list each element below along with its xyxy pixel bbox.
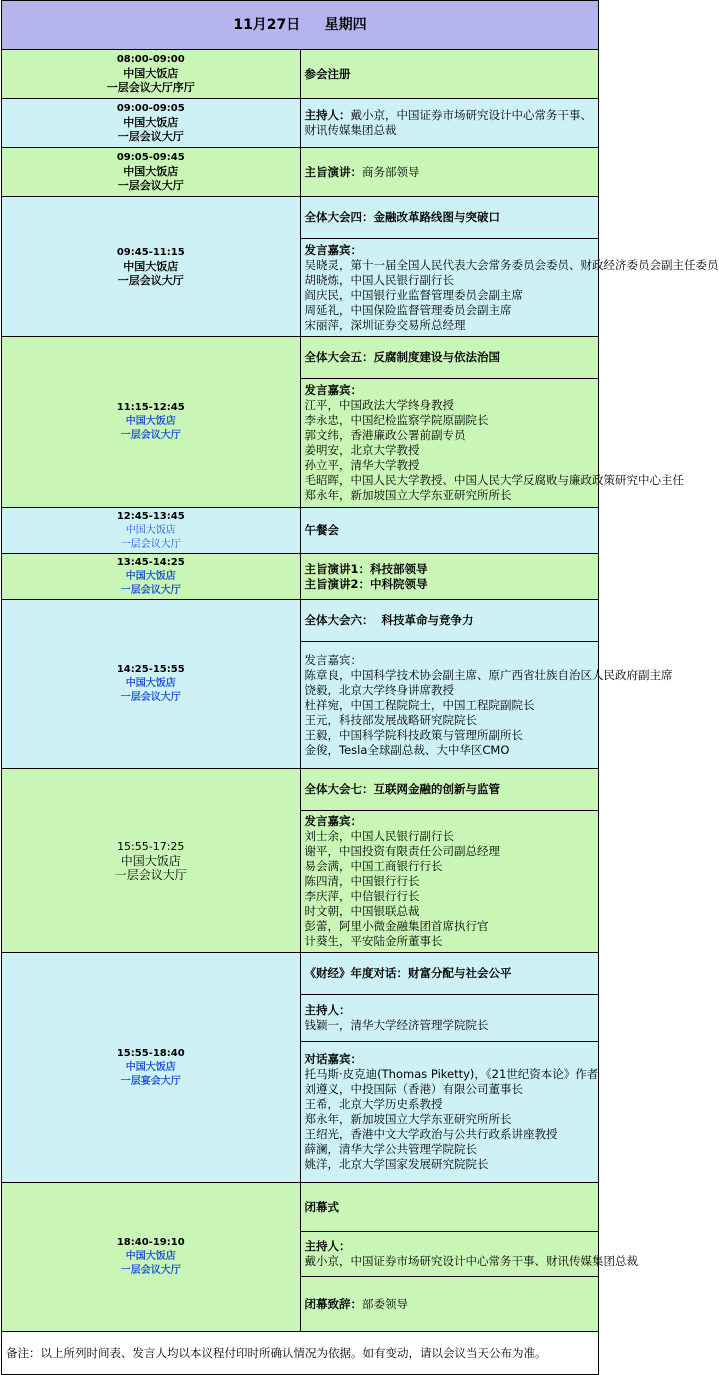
time-cell (2, 1183, 301, 1332)
venue-room: 一层会议大厅 (120, 430, 181, 441)
speaker: 金俊，Tesla全球副总裁、大中华区CMO (304, 742, 510, 757)
speaker: 王毅，中国科学院科技政策与管理所副所长 (304, 727, 523, 742)
venue-name: 中国大饭店 (125, 678, 176, 689)
speaker: 托马斯·皮克迪(Thomas Piketty)，《21世纪资本论》作者 (304, 1067, 599, 1081)
time-cell (2, 554, 301, 600)
speaker: 刘遵义，中投国际（香港）有限公司董事长 (304, 1082, 523, 1096)
session-title-text: 全体大会六： 科技革命与竞争力 (304, 613, 474, 627)
time-cell (2, 600, 301, 769)
session-cell (300, 508, 599, 554)
time-cell (2, 99, 301, 148)
venue-name: 中国大饭店 (120, 853, 181, 868)
speaker: 胡晓炼，中国人民银行副行长 (304, 272, 454, 287)
speaker: 李庆萍，中信银行行长 (304, 889, 420, 903)
venue-room: 一层会议大厅序厅 (106, 81, 195, 94)
speaker: 郑永年，新加坡国立大学东亚研究所所长 (304, 488, 512, 502)
venue-name: 中国大饭店 (123, 116, 179, 129)
speakers-label: 对话嘉宾： (304, 1052, 362, 1066)
speaker: 谢平，中国投资有限责任公司副总经理 (304, 844, 500, 858)
host-name: 钱颖一，清华大学经济管理学院院长 (304, 1018, 489, 1032)
speaker: 阎庆民，中国银行业监督管理委员会副主席 (304, 287, 523, 302)
speakers-label: 发言嘉宾： (304, 814, 362, 828)
agenda-header (2, 1, 599, 50)
session-title (300, 953, 599, 995)
session-cell (300, 50, 599, 99)
speaker: 姚洋，北京大学国家发展研究院院长 (304, 1157, 489, 1171)
time-range: 12:45-13:45 (116, 510, 185, 522)
time-cell (2, 148, 301, 197)
time-cell (2, 337, 301, 508)
time-cell (2, 769, 301, 953)
venue-name: 中国大饭店 (123, 259, 179, 273)
host-label: 主持人： (304, 108, 351, 122)
session-cell (300, 148, 599, 197)
keynote-label: 主旨演讲： (304, 164, 362, 179)
venue-name: 中国大饭店 (125, 570, 176, 582)
footnote (2, 1332, 599, 1375)
venue-room: 一层会议大厅 (117, 273, 184, 287)
speaker: 陈四清，中国银行行长 (304, 874, 420, 888)
time-range: 15:55-17:25 (117, 839, 185, 853)
closing-label: 闭幕致辞： (304, 1296, 362, 1311)
header-weekday: 星期四 (324, 16, 367, 33)
session-title (300, 337, 599, 379)
speaker: 杜祥宛，中国工程院院士，中国工程院副院长 (304, 697, 535, 712)
time-range: 11:15-12:45 (116, 402, 185, 413)
keynote-line: 主旨演讲2：中科院领导 (304, 576, 428, 591)
venue-name: 中国大饭店 (125, 416, 176, 427)
session-title (300, 1183, 599, 1232)
closing-speaker: 部委领导 (362, 1296, 408, 1311)
speaker: 王绍光，香港中文大学政治与公共行政系讲座教授 (304, 1127, 558, 1141)
time-cell (2, 197, 301, 337)
speaker: 易会满，中国工商银行行长 (304, 859, 443, 873)
speaker: 李永忠，中国纪检监察学院原副院长 (304, 413, 489, 427)
session-title-text: 全体大会四：金融改革路线图与突破口 (304, 210, 500, 224)
time-range: 13:45-14:25 (116, 556, 185, 568)
speakers-cell (300, 811, 599, 953)
session-cell (300, 99, 599, 148)
venue-name: 中国大饭店 (125, 524, 176, 536)
speaker: 郑永年，新加坡国立大学东亚研究所所长 (304, 1112, 512, 1126)
speaker: 计葵生，平安陆金所董事长 (304, 934, 443, 948)
speaker: 周延礼，中国保险监督管理委员会副主席 (304, 302, 512, 317)
speakers-cell (300, 1042, 599, 1183)
speaker: 薛澜，清华大学公共管理学院院长 (304, 1142, 477, 1156)
venue-name: 中国大饭店 (125, 1251, 176, 1262)
time-cell (2, 953, 301, 1183)
session-title-text: 闭幕式 (304, 1199, 339, 1214)
header-date: 11月27日 (233, 16, 301, 33)
venue-name: 中国大饭店 (125, 1061, 176, 1073)
keynote-speaker: 商务部领导 (362, 164, 420, 179)
time-range: 09:45-11:15 (116, 246, 185, 258)
session-title-text: 全体大会七：互联网金融的创新与监管 (304, 782, 500, 796)
closing-cell (300, 1277, 599, 1332)
speaker: 江平，中国政法大学终身教授 (304, 398, 454, 412)
host-cell (300, 1232, 638, 1277)
speakers-label: 发言嘉宾： (304, 383, 362, 397)
speaker: 王希，北京大学历史系教授 (304, 1097, 443, 1111)
time-range: 08:00-09:00 (116, 54, 185, 65)
speaker: 彭蕾，阿里小微金融集团首席执行官 (304, 919, 489, 933)
host-name: 戴小京，中国证券市场研究设计中心常务干事、财讯传媒集团总裁 (304, 1254, 638, 1268)
speakers-label: 发言嘉宾： (304, 652, 362, 667)
venue-name: 中国大饭店 (123, 67, 179, 80)
speakers-label: 发言嘉宾： (304, 242, 362, 257)
venue-room: 一层会议大厅 (120, 1265, 181, 1276)
speaker: 毛昭晖，中国人民大学教授、中国人民大学反腐败与廉政政策研究中心主任 (304, 473, 684, 487)
time-range: 09:05-09:45 (116, 152, 185, 163)
host-name: 戴小京，中国证券市场研究设计中心常务干事、财讯传媒集团总裁 (304, 108, 592, 137)
session-title (300, 600, 599, 642)
speakers-cell (300, 642, 673, 769)
agenda-table (1, 0, 719, 1375)
venue-room: 一层宴会大厅 (120, 1075, 181, 1087)
venue-room: 一层会议大厅 (120, 538, 181, 550)
time-range: 18:40-19:10 (116, 1237, 185, 1248)
session-title (300, 197, 599, 239)
session-title (300, 769, 599, 811)
speaker: 刘士余，中国人民银行副行长 (304, 829, 454, 843)
speakers-cell (300, 239, 719, 337)
session-item: 参会注册 (304, 66, 351, 81)
session-title-text: 《财经》年度对话：财富分配与社会公平 (304, 966, 512, 980)
keynote-line: 主旨演讲1：科技部领导 (304, 561, 428, 576)
venue-room: 一层会议大厅 (117, 130, 184, 143)
venue-room: 一层会议大厅 (114, 867, 187, 882)
venue-room: 一层会议大厅 (120, 692, 181, 703)
session-item: 午餐会 (304, 523, 339, 537)
speaker: 吴晓灵，第十一届全国人民代表大会常务委员会委员、财政经济委员会副主任委员 (304, 257, 719, 272)
footnote-text: 备注：以上所列时间表、发言人均以本议程付印时所确认情况为依据。如有变动，请以会议当天公布为准。 (6, 1345, 547, 1360)
time-range: 09:00-09:05 (116, 103, 185, 114)
speakers-cell (300, 379, 684, 508)
time-range: 14:25-15:55 (116, 664, 185, 675)
speaker: 王元，科技部发展战略研究院院长 (304, 712, 477, 727)
speaker: 宋丽萍，深圳证券交易所总经理 (304, 317, 466, 332)
time-cell (2, 50, 301, 99)
host-label: 主持人： (304, 1239, 351, 1253)
speaker: 姜明安，北京大学教授 (304, 443, 420, 457)
speaker: 饶毅，北京大学终身讲席教授 (304, 682, 454, 697)
venue-name: 中国大饭店 (123, 165, 179, 178)
time-range: 15:55-18:40 (116, 1047, 185, 1059)
session-title-text: 全体大会五：反腐制度建设与依法治国 (304, 350, 500, 364)
host-cell (300, 995, 599, 1042)
time-cell (2, 508, 301, 554)
host-label: 主持人： (304, 1003, 351, 1017)
speaker: 孙立平，清华大学教授 (304, 458, 420, 472)
venue-room: 一层会议大厅 (120, 584, 181, 596)
session-cell (300, 554, 599, 600)
speaker: 陈章良，中国科学技术协会副主席、原广西省壮族自治区人民政府副主席 (304, 667, 673, 682)
venue-room: 一层会议大厅 (117, 179, 184, 192)
speaker: 时文朝，中国银联总裁 (304, 904, 420, 918)
speaker: 郭文纬，香港廉政公署前副专员 (304, 428, 466, 442)
